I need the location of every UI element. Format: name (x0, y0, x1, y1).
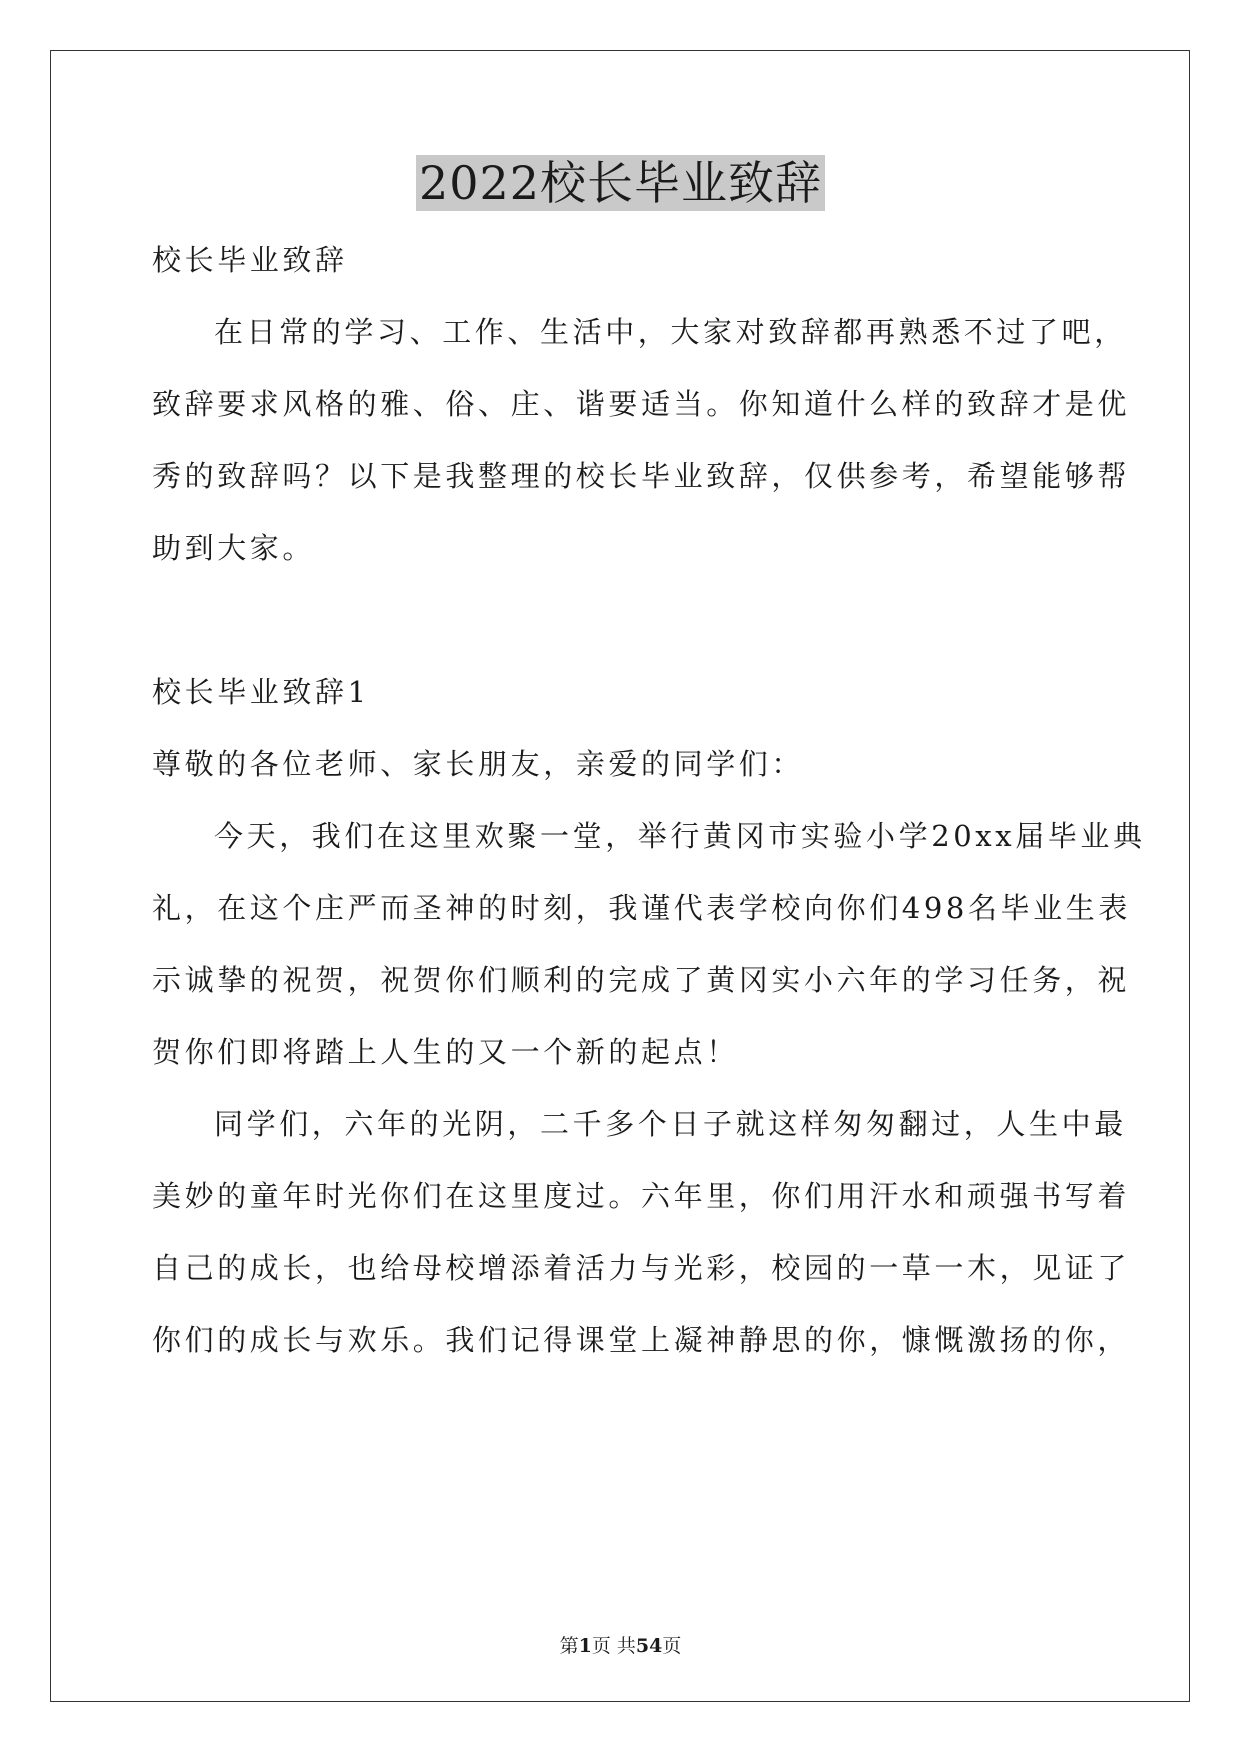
subtitle-line: 校长毕业致辞 (152, 243, 348, 277)
footer-total-pages: 54 (635, 1635, 663, 1657)
page-frame (50, 50, 1190, 1702)
footer-prefix: 第 (559, 1635, 579, 1657)
footer-mid: 页 共 (591, 1635, 636, 1657)
text-line: 美妙的童年时光你们在这里度过。六年里，你们用汗水和顽强书写着 (152, 1179, 1131, 1213)
text-line: 助到大家。 (152, 531, 316, 565)
page-footer (0, 1634, 1241, 1658)
text-line: 自己的成长，也给母校增添着活力与光彩，校园的一草一木，见证了 (152, 1251, 1131, 1285)
footer-page-number: 1 (578, 1635, 592, 1657)
text-line: 你们的成长与欢乐。我们记得课堂上凝神静思的你，慷慨激扬的你， (152, 1323, 1131, 1357)
title-wrap (0, 155, 1241, 211)
footer-suffix: 页 (662, 1635, 682, 1657)
text-line: 礼，在这个庄严而圣神的时刻，我谨代表学校向你们498名毕业生表 (152, 891, 1131, 925)
text-line: 今天，我们在这里欢聚一堂，举行黄冈市实验小学20xx届毕业典 (214, 819, 1146, 853)
text-line: 同学们，六年的光阴，二千多个日子就这样匆匆翻过，人生中最 (214, 1107, 1127, 1141)
section-heading: 校长毕业致辞1 (152, 675, 370, 709)
document-title: 2022校长毕业致辞 (416, 155, 825, 211)
text-line: 致辞要求风格的雅、俗、庄、谐要适当。你知道什么样的致辞才是优 (152, 387, 1131, 421)
text-line: 秀的致辞吗？以下是我整理的校长毕业致辞，仅供参考，希望能够帮 (152, 459, 1131, 493)
text-line: 贺你们即将踏上人生的又一个新的起点！ (152, 1035, 739, 1069)
text-line: 在日常的学习、工作、生活中，大家对致辞都再熟悉不过了吧， (214, 315, 1127, 349)
text-line: 示诚挚的祝贺，祝贺你们顺利的完成了黄冈实小六年的学习任务，祝 (152, 963, 1131, 997)
salutation-line: 尊敬的各位老师、家长朋友，亲爱的同学们： (152, 747, 805, 781)
